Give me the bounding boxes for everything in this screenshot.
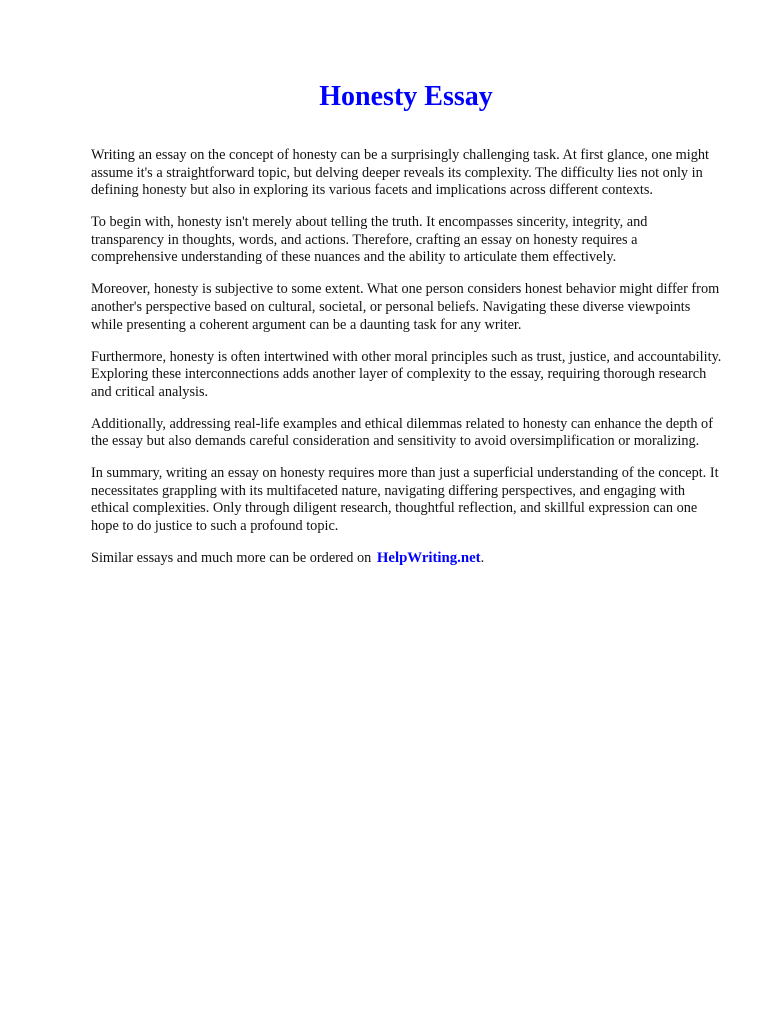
page-title: Honesty Essay bbox=[319, 81, 493, 112]
essay-paragraph: In summary, writing an essay on honesty requires more than just a superficial understanding of the concept. It necessitates grappling with its multifaceted nature, navigating differing perspectives, and engaging with ethical complexities. Only through diligent research, thoughtful reflection, and skillful expression can one hope to do justice to such a profound topic. bbox=[91, 465, 719, 535]
essay-paragraph: Moreover, honesty is subjective to some extent. What one person considers honest behavior might differ from another's perspective based on cultural, societal, or personal beliefs. Navigating these diverse viewpoints while presenting a coherent argument can be a daunting task for any writer. bbox=[91, 281, 720, 333]
essay-paragraph: Furthermore, honesty is often intertwined with other moral principles such as trust, justice, and accountability. Exploring these interconnections adds another layer of complexity to the essay, requiring thorough research and critical analysis. bbox=[91, 348, 722, 400]
essay-paragraph: To begin with, honesty isn't merely about telling the truth. It encompasses sincerity, integrity, and transparency in thoughts, words, and actions. Therefore, crafting an essay on honesty requires a comprehensive understanding of these nuances and the ability to articulate them effectively. bbox=[91, 214, 648, 266]
promo-period: . bbox=[480, 550, 485, 567]
essay-paragraph: Writing an essay on the concept of honesty can be a surprisingly challenging task. At first glance, one might assume it's a straightforward topic, but delving deeper reveals its complexity. The difficulty lies not only in defining honesty but also in exploring its various facets and implications across different contexts. bbox=[91, 147, 710, 199]
promo-line bbox=[91, 550, 723, 568]
essay-paragraph: Additionally, addressing real-life examples and ethical dilemmas related to honesty can enhance the depth of the essay but also demands careful consideration and sensitivity to avoid oversimplification or moralizing. bbox=[91, 415, 713, 450]
essay-body bbox=[91, 147, 723, 582]
helpwriting-link[interactable]: HelpWriting.net bbox=[376, 550, 481, 567]
promo-text: Similar essays and much more can be ordered on bbox=[91, 550, 372, 567]
